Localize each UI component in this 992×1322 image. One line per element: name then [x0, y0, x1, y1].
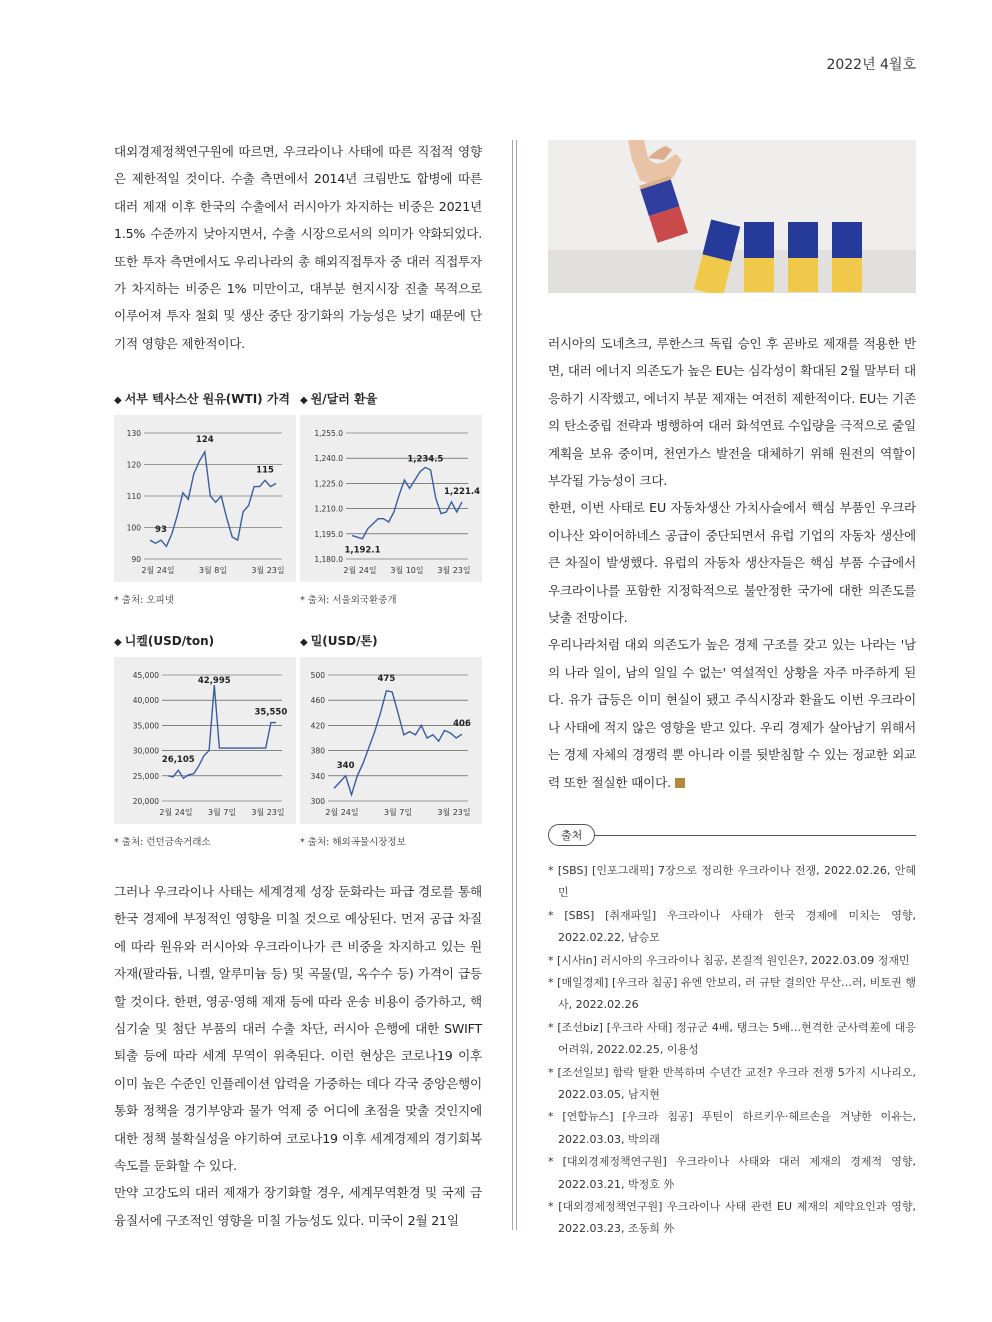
chart-krw-plot — [300, 415, 482, 582]
y-tick-label: 90 — [131, 555, 141, 564]
y-tick-label: 340 — [310, 771, 325, 781]
data-label: 93 — [155, 525, 167, 536]
y-tick-label: 25,000 — [132, 771, 159, 781]
paragraph-impact: 그러나 우크라이나 사태는 세계경제 성장 둔화라는 파급 경로를 통해 한국 경제에 부정적인 영향을 미칠 것으로 예상된다. 먼저 공급 차질에 따라 원유와 러시아와 우크라이나가 큰 비중을 차지하고 있는 원자재(팔라듐, 니켈, 알루미늄 등) 및 곡물(밀, 옥수수 등) 가격이 급등할 것이다. 한편, 영공·영해 제재 등에 따라 운송 비용이 증가하고, 핵심기술 및 첨단 부품의 대러 수출 차단, 러시아 은행에 대한 SWIFT 퇴출 등에 따라 세계 무역이 위축된다. 이런 현상은 코로나19 이후 이미 높은 수준인 인플레이션 압력을 가중하는 데다 각국 중앙은행이 통화 정책을 경기부양과 물가 억제 중 어디에 초점을 맞출 것인지에 대한 정책 불확실성을 야기하여 코로나19 이후 세계경제의 경기회복 속도를 둔화할 수 있다. — [114, 884, 482, 1174]
x-tick-label: 3월 7일 — [383, 808, 413, 817]
data-label: 115 — [256, 465, 274, 476]
chart-source: * 출처: 런던금속거래소 — [114, 837, 211, 848]
y-tick-label: 110 — [126, 492, 141, 501]
x-tick-label: 3월 7일 — [207, 808, 237, 817]
y-tick-label: 1,225.0 — [314, 479, 343, 489]
chart-wti — [114, 390, 296, 606]
y-tick-label: 35,000 — [132, 721, 159, 731]
y-tick-label: 1,210.0 — [314, 504, 343, 514]
chart-title: ◆ 밀(USD/톤) — [300, 634, 378, 648]
reference-item: * [대외경제정책연구원] 우크라이나 사태 관련 EU 제재의 제약요인과 영향, 2022.03.23, 조동희 外 — [548, 1200, 916, 1236]
reference-item: * [연합뉴스] [우크라 침공] 푸틴이 하르키우·헤르손을 겨냥한 이유는, 2022.03.03, 박의래 — [548, 1110, 916, 1146]
references-list — [548, 860, 916, 1241]
data-label: 42,995 — [197, 676, 231, 687]
chart-source: * 출처: 오피넷 — [114, 595, 174, 606]
data-label: 340 — [336, 760, 355, 771]
data-label: 124 — [195, 434, 214, 445]
data-label: 475 — [377, 673, 396, 684]
intro-paragraph: 대외경제정책연구원에 따르면, 우크라이나 사태에 따른 직접적 영향은 제한적일 것이다. 수출 측면에서 2014년 크림반도 합병에 따른 대러 제재 이후 한국의 수출에서 러시아가 차지하는 비중은 2021년 1.5% 수준까지 낮아지면서, 수출 시장으로서의 의미가 약화되었다. 또한 투자 측면에서도 우리나라의 총 해외직접투자 중 대러 직접투자가 차지하는 비중은 1% 미만이고, 대부분 현지시장 진출 목적으로 이루어져 투자 철회 및 생산 중단 장기화의 가능성은 낮기 때문에 단기적 영향은 제한적이다. — [114, 144, 482, 351]
issue-label: 2022년 4월호 — [826, 57, 916, 73]
data-label: 35,550 — [254, 707, 288, 718]
y-tick-label: 380 — [310, 746, 325, 756]
y-tick-label: 1,240.0 — [314, 454, 343, 464]
references-header — [548, 824, 916, 846]
y-tick-label: 500 — [310, 671, 325, 680]
blocks-photo — [548, 140, 916, 293]
paragraph-sanctions: 만약 고강도의 대러 제재가 장기화할 경우, 세계무역환경 및 국제 금융질서에 구조적인 영향을 미칠 가능성도 있다. 미국이 2월 21일 — [114, 1185, 482, 1228]
chart-wheat-plot — [300, 657, 482, 824]
blocks-illustration — [548, 140, 916, 293]
x-tick-label: 3월 23일 — [251, 566, 285, 575]
y-tick-label: 420 — [310, 721, 325, 731]
reference-item: * [조선biz] [우크라 사태] 정규군 4배, 탱크는 5배…현격한 군사력差에 대응 어려워, 2022.02.25, 이용성 — [548, 1020, 916, 1057]
reference-item: * [SBS] [취재파일] 우크라이나 사태가 한국 경제에 미치는 영향, 2022.02.22, 남승모 — [548, 908, 916, 945]
reference-item: * [시사in] 러시아의 우크라이나 침공, 본질적 원인은?, 2022.03.09 정재민 — [548, 953, 910, 967]
y-tick-label: 100 — [126, 523, 141, 533]
chart-krw — [300, 390, 482, 606]
y-tick-label: 45,000 — [132, 671, 159, 680]
x-tick-label: 2월 24일 — [159, 808, 193, 817]
y-tick-label: 130 — [126, 429, 141, 438]
chart-wti-plot — [114, 415, 296, 582]
x-tick-label: 2월 24일 — [343, 566, 377, 575]
column-divider — [512, 140, 517, 1230]
left-column — [114, 138, 482, 357]
data-label: 406 — [453, 719, 471, 730]
data-label: 1,221.4 — [443, 486, 481, 497]
left-column-lower — [114, 878, 482, 1234]
reference-item: * [매일경제] [우크라 침공] 유엔 안보리, 러 규탄 결의안 무산…러, 비토권 행사, 2022.02.26 — [548, 975, 916, 1012]
references-label: 출처 — [548, 824, 595, 846]
series-line — [334, 691, 462, 795]
reference-item: * [대외경제정책연구원] 우크라이나 사태와 대러 제재의 경제적 영향, 2022.03.21, 박정호 外 — [548, 1155, 916, 1191]
chart-title: ◆ 서부 텍사스산 원유(WTI) 가격 — [114, 392, 291, 406]
chart-nickel-plot — [114, 657, 296, 824]
chart-source: * 출처: 해외곡물시장정보 — [300, 837, 406, 848]
x-tick-label: 3월 23일 — [437, 566, 471, 575]
paragraph-auto: 한편, 이번 사태로 EU 자동차생산 가치사슬에서 핵심 부품인 우크라이나산 와이어하네스 공급이 중단되면서 유럽 기업의 자동차 생산에 큰 차질이 발생했다. 유럽의 자동차 생산자들은 핵심 부품 수급에서 우크라이나를 포함한 지정학적으로 불안정한 국가에 대한 의존도를 낮출 전망이다. — [548, 500, 916, 626]
reference-item: * [조선일보] 함락 탈환 반복하며 수년간 교전? 우크라 전쟁 5가지 시나리오, 2022.03.05, 남지현 — [548, 1065, 916, 1101]
x-tick-label: 2월 24일 — [141, 566, 175, 575]
paragraph-conclusion: 우리나라처럼 대외 의존도가 높은 경제 구조를 갖고 있는 나라는 '남의 나라 일이, 남의 일일 수 없는' 역설적인 상황을 자주 마주하게 된다. 유가 급등은 이미 현실이 됐고 주식시장과 환율도 이번 우크라이나 사태에 적지 않은 영향을 받고 있다. 우리 경제가 살아남기 위해서는 경제 자체의 경쟁력 뿐 아니라 이를 뒷받침할 수 있는 정교한 외교력 또한 절실한 때이다. — [548, 637, 916, 790]
right-column — [548, 140, 916, 1241]
x-tick-label: 3월 8일 — [198, 566, 228, 575]
x-tick-label: 3월 23일 — [251, 808, 285, 817]
y-tick-label: 1,255.0 — [314, 429, 343, 438]
x-tick-label: 3월 23일 — [437, 808, 471, 817]
x-tick-label: 3월 10일 — [390, 566, 424, 575]
y-tick-label: 460 — [310, 696, 325, 706]
y-tick-label: 300 — [310, 797, 325, 806]
y-tick-label: 1,180.0 — [314, 555, 343, 564]
y-tick-label: 1,195.0 — [314, 529, 343, 539]
y-tick-label: 20,000 — [132, 797, 159, 806]
paragraph-eu: 러시아의 도네츠크, 루한스크 독립 승인 후 곧바로 제재를 적용한 반면, 대러 에너지 의존도가 높은 EU는 심각성이 확대된 2월 말부터 대응하기 시작했고, 에너지 부문 제재는 여전히 제한적이다. EU는 기존의 탄소중립 전략과 병행하여 대러 화석연료 수입량을 극적으로 줄일 계획을 보유 중이며, 천연가스 발전을 대체하기 위해 원전의 역할이 부각될 가능성이 크다. — [548, 336, 916, 489]
y-tick-label: 40,000 — [132, 696, 159, 706]
chart-wheat — [300, 632, 482, 848]
end-mark-icon — [675, 778, 685, 788]
data-label: 1,192.1 — [344, 545, 381, 556]
chart-source: * 출처: 서울외국환중개 — [300, 595, 397, 606]
series-line — [352, 467, 462, 538]
y-tick-label: 30,000 — [132, 746, 159, 756]
x-tick-label: 2월 24일 — [325, 808, 359, 817]
chart-title: ◆ 니켈(USD/ton) — [114, 634, 215, 648]
y-tick-label: 120 — [126, 460, 141, 470]
chart-nickel — [114, 632, 296, 848]
chart-title: ◆ 원/달러 환율 — [300, 392, 378, 406]
reference-item: * [SBS] [인포그래픽] 7장으로 정리한 우크라이나 전쟁, 2022.02.26, 안혜민 — [548, 863, 916, 900]
data-label: 1,234.5 — [407, 454, 444, 465]
data-label: 26,105 — [161, 755, 195, 766]
